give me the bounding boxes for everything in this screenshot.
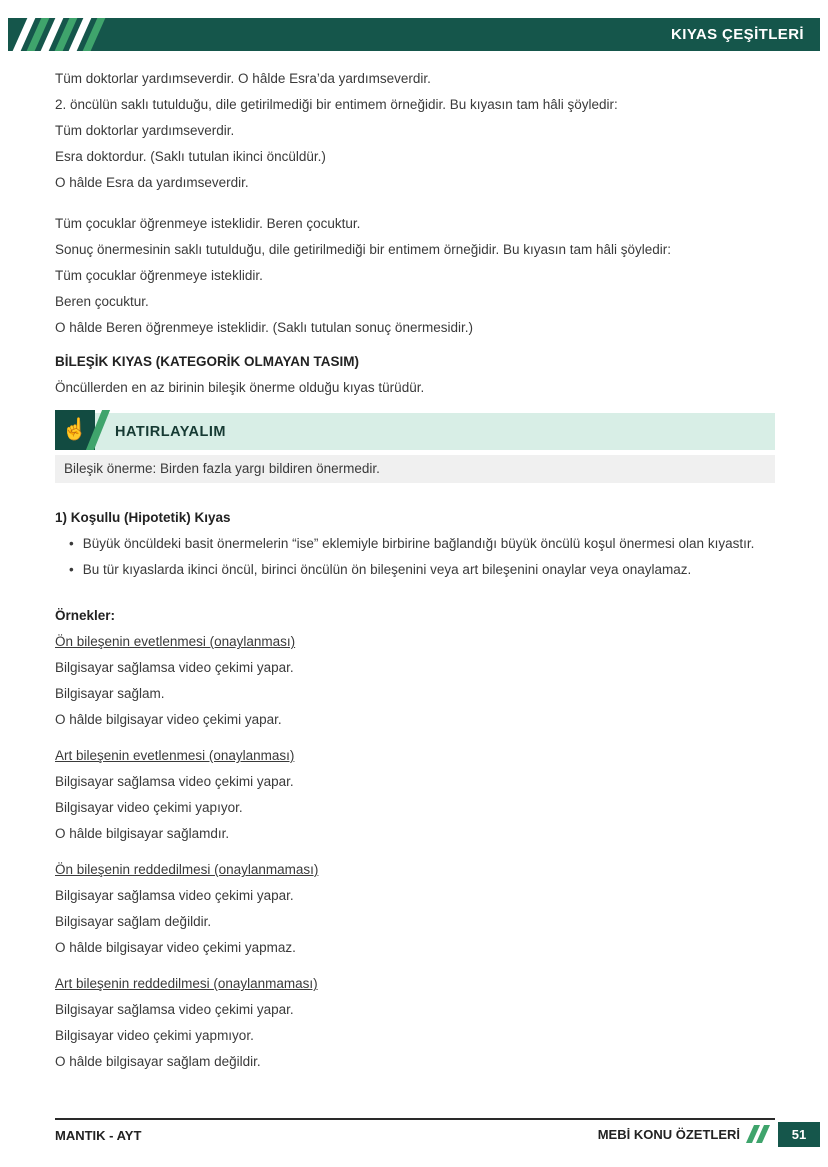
- footer-course-label: MANTIK - AYT: [55, 1128, 142, 1143]
- spacer: [55, 583, 775, 603]
- text-line: Tüm doktorlar yardımseverdir.: [55, 123, 235, 138]
- text-line: 2. öncülün saklı tutulduğu, dile getirilmediği bir entimem örneğidir. Bu kıyasın tam hâli şöyledir:: [55, 97, 618, 112]
- text-line: O hâlde bilgisayar video çekimi yapmaz.: [55, 940, 296, 955]
- text-line: Esra doktordur. (Saklı tutulan ikinci öncüldür.): [55, 149, 326, 164]
- example-block: [55, 629, 775, 733]
- example-block: [55, 971, 775, 1075]
- section-heading: BİLEŞİK KIYAS (KATEGORİK OLMAYAN TASIM): [55, 354, 360, 369]
- text-line: Bilgisayar sağlam.: [55, 686, 165, 701]
- spacer: [55, 483, 775, 505]
- page-header-bar: [8, 18, 820, 51]
- example-block: [55, 743, 775, 847]
- page-number-badge: 51: [778, 1122, 820, 1147]
- text-line: O hâlde bilgisayar sağlamdır.: [55, 826, 230, 841]
- spacer: [55, 733, 775, 743]
- text-line: Bilgisayar sağlamsa video çekimi yapar.: [55, 888, 294, 903]
- icon-accent-stripe: [86, 410, 110, 450]
- footer-stripes-logo: [746, 1125, 770, 1143]
- text-line: Bilgisayar video çekimi yapmıyor.: [55, 1028, 254, 1043]
- example-title: Art bileşenin evetlenmesi (onaylanması): [55, 748, 295, 763]
- header-stripes-logo: [11, 18, 107, 51]
- spacer: [55, 961, 775, 971]
- bullet-item: [55, 557, 775, 583]
- text-line: Bilgisayar video çekimi yapıyor.: [55, 800, 243, 815]
- example-title: Ön bileşenin reddedilmesi (onaylanmaması): [55, 862, 319, 877]
- text-line: O hâlde Esra da yardımseverdir.: [55, 175, 249, 190]
- entimem-block-1: [55, 66, 775, 196]
- callout-title: HATIRLAYALIM: [115, 423, 226, 440]
- spacer: [55, 401, 775, 413]
- callout-note: Bileşik önerme: Birden fazla yargı bildiren önermedir.: [55, 455, 775, 483]
- page-content: [55, 66, 775, 1075]
- pointing-hand-glyph: ☝: [61, 418, 89, 441]
- text-line: Sonuç önermesinin saklı tutulduğu, dile getirilmediği bir entimem örneğidir. Bu kıyasın tam hâli şöyledir:: [55, 242, 672, 257]
- text-line: Tüm çocuklar öğrenmeye isteklidir.: [55, 268, 263, 283]
- callout-header: [55, 413, 775, 450]
- bullet-dot-icon: •: [69, 562, 74, 577]
- footer-series-label: MEBİ KONU ÖZETLERİ: [597, 1126, 740, 1142]
- text-line: Beren çocuktur.: [55, 294, 149, 309]
- pointing-hand-icon: [55, 410, 95, 450]
- footer-series-label-group: [598, 1125, 766, 1143]
- text-line: O hâlde bilgisayar video çekimi yapar.: [55, 712, 282, 727]
- footer-divider: [55, 1118, 775, 1120]
- text-line: O hâlde bilgisayar sağlam değildir.: [55, 1054, 261, 1069]
- text-line: Bilgisayar sağlamsa video çekimi yapar.: [55, 774, 294, 789]
- text-line: Bilgisayar sağlamsa video çekimi yapar.: [55, 1002, 294, 1017]
- text-line: Tüm çocuklar öğrenmeye isteklidir. Beren çocuktur.: [55, 216, 361, 231]
- spacer: [55, 196, 775, 211]
- bullet-dot-icon: •: [69, 536, 74, 551]
- section-description: Öncüllerden en az birinin bileşik önerme olduğu kıyas türüdür.: [55, 380, 425, 395]
- spacer: [55, 847, 775, 857]
- example-block: [55, 857, 775, 961]
- text-line: Tüm doktorlar yardımseverdir. O hâlde Esra’da yardımseverdir.: [55, 71, 431, 86]
- hatirlayalim-callout: [55, 413, 775, 483]
- examples-heading: Örnekler:: [55, 608, 116, 623]
- page-header-title: KIYAS ÇEŞİTLERİ: [671, 26, 804, 43]
- text-line: O hâlde Beren öğrenmeye isteklidir. (Saklı tutulan sonuç önermesidir.): [55, 320, 473, 335]
- bullet-text: Bu tür kıyaslarda ikinci öncül, birinci öncülün ön bileşenini veya art bileşenini onaylar veya onaylamaz.: [82, 562, 692, 577]
- text-line: Bilgisayar sağlam değildir.: [55, 914, 212, 929]
- example-title: Ön bileşenin evetlenmesi (onaylanması): [55, 634, 296, 649]
- entimem-block-2: [55, 211, 775, 341]
- example-title: Art bileşenin reddedilmesi (onaylanmaması): [55, 976, 318, 991]
- bullet-text: Büyük öncüldeki basit önermelerin “ise” eklemiyle birbirine bağlandığı büyük öncülü koşul önermesi olan kıyastır.: [82, 536, 755, 551]
- subsection-heading: 1) Koşullu (Hipotetik) Kıyas: [55, 510, 231, 525]
- spacer: [55, 341, 775, 349]
- text-line: Bilgisayar sağlamsa video çekimi yapar.: [55, 660, 294, 675]
- bullet-item: [55, 531, 775, 557]
